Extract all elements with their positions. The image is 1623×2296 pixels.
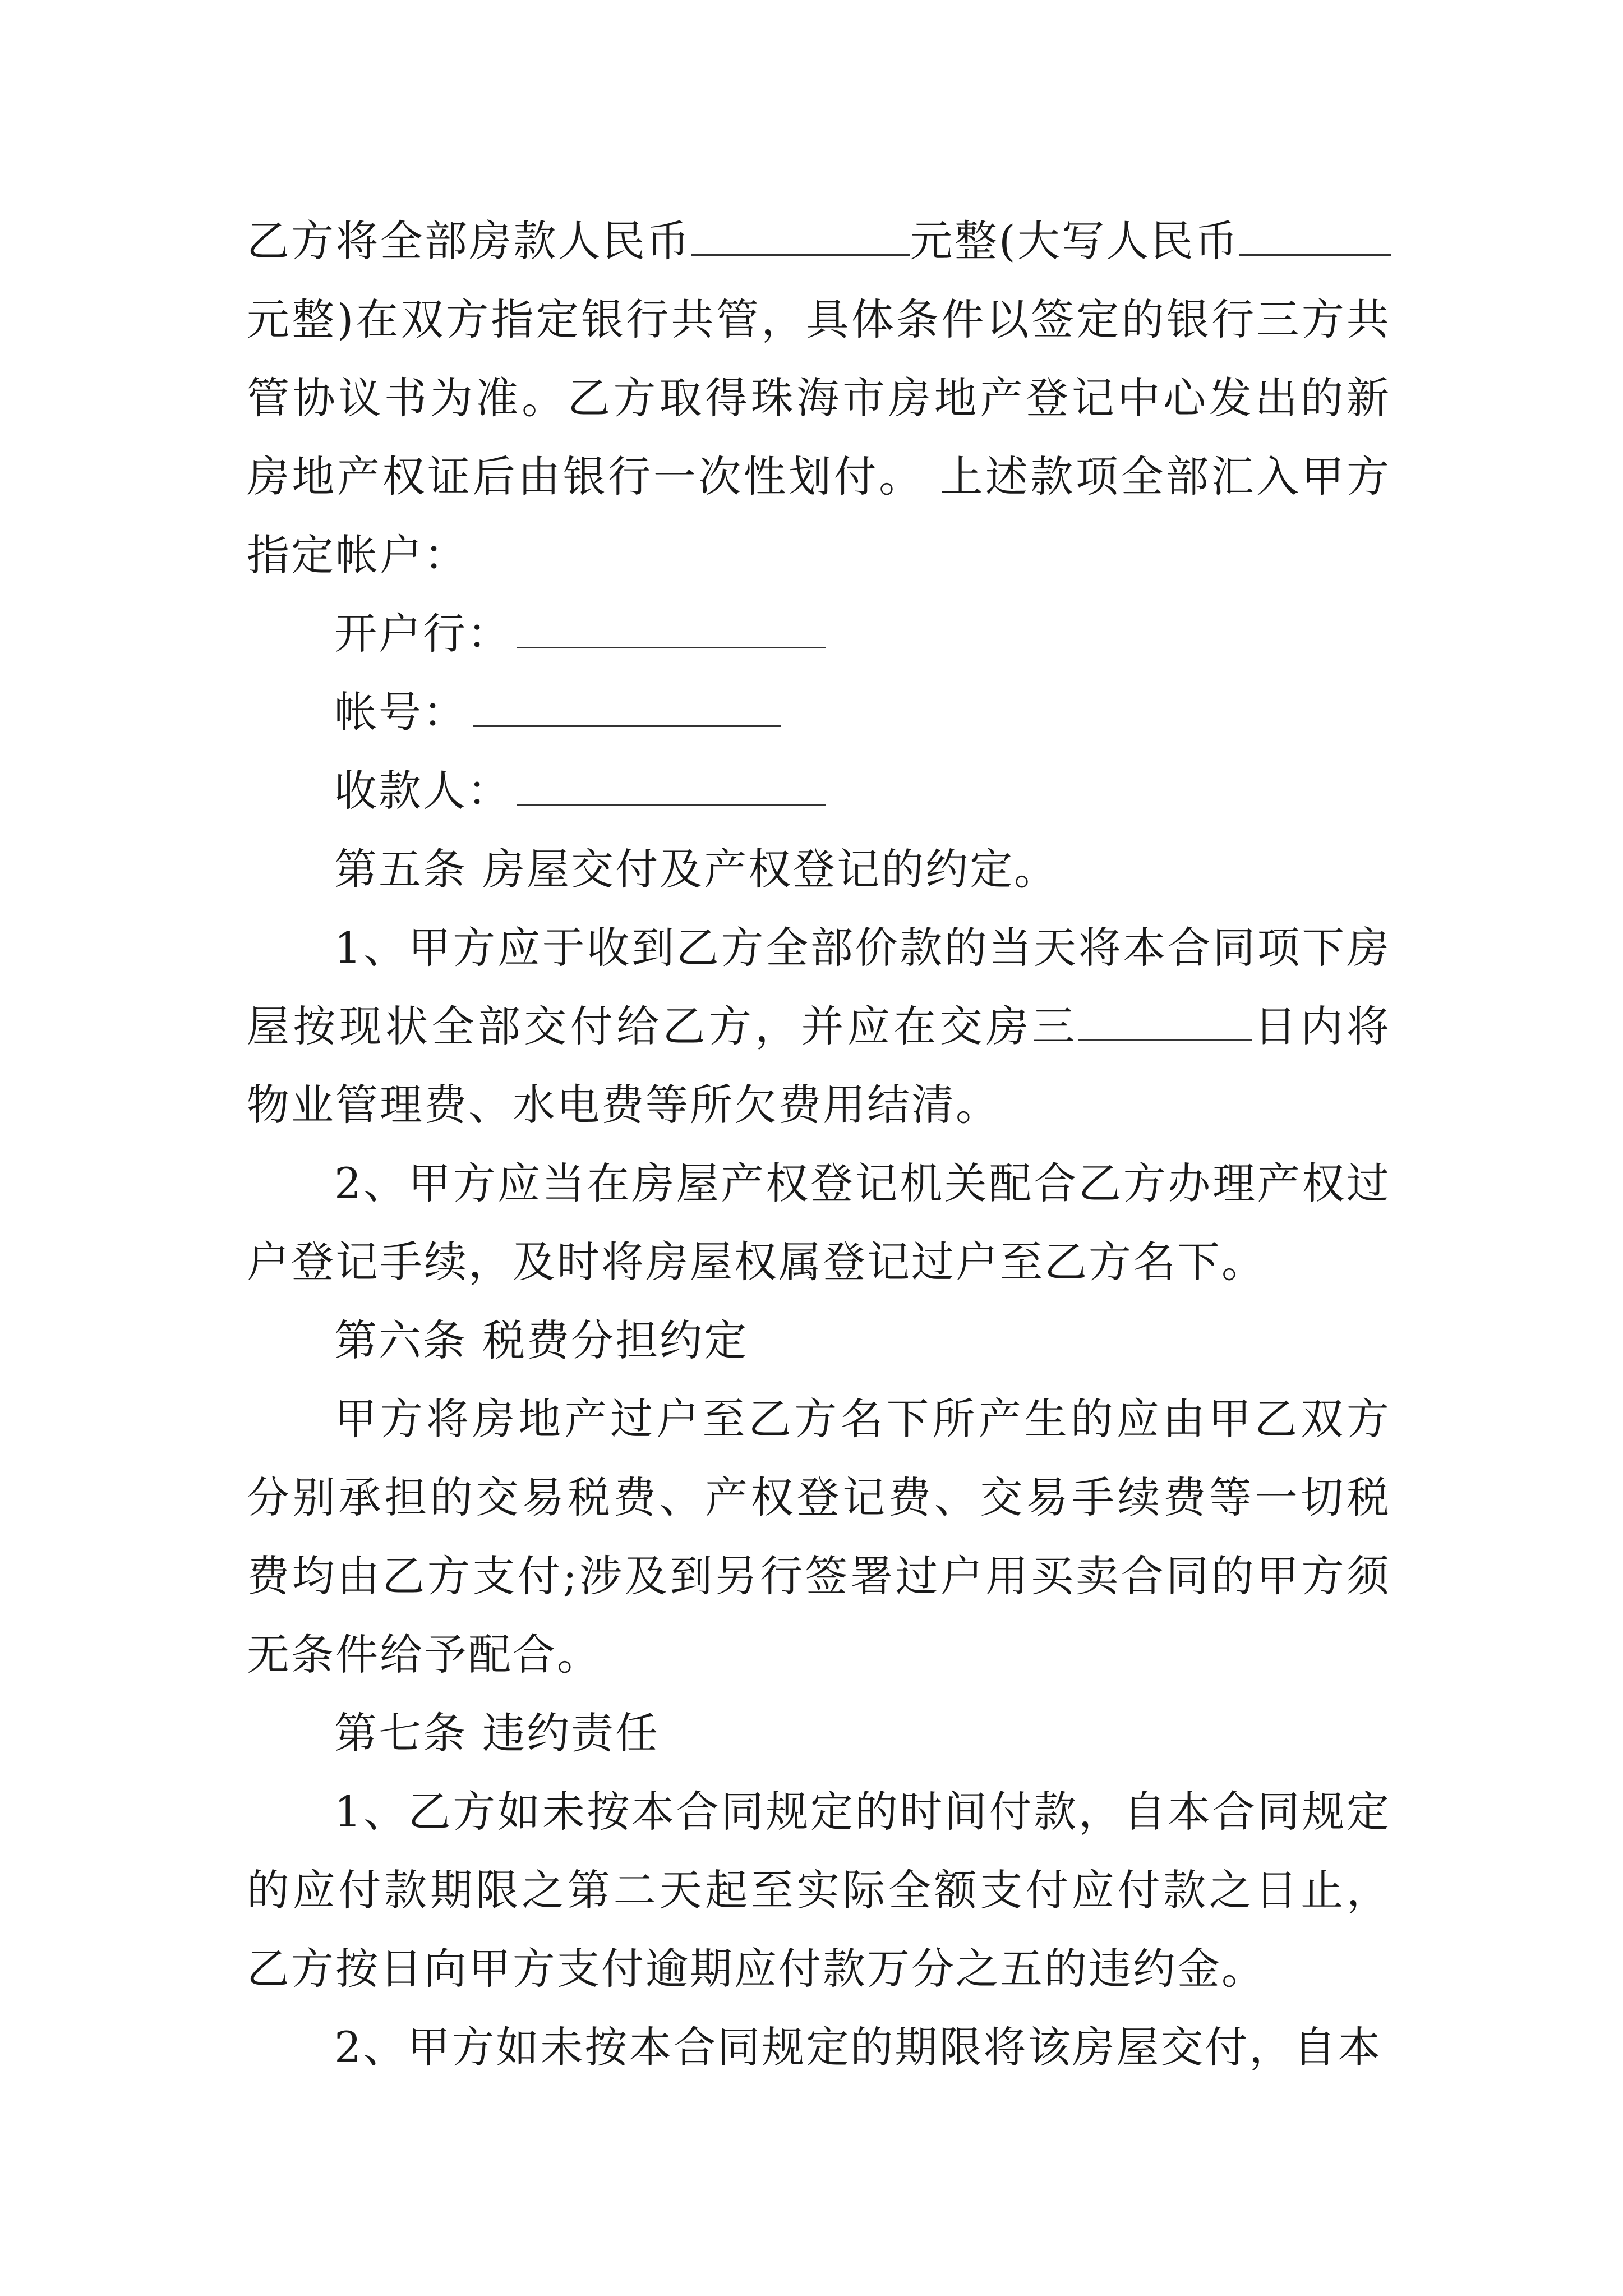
article-7-title: 第七条 违约责任 (334, 1708, 660, 1758)
clause-5-1-text-b: 日内将物业管理费、水电费等所欠费用结清。 (247, 1001, 1391, 1130)
payment-paragraph (247, 202, 1391, 595)
article-7-clause-1: 1、乙方如未按本合同规定的时间付款，自本合同规定的应付款期限之第二天起至实际全额支付应付款之日止，乙方按日向甲方支付逾期应付款万分之五的违约金。 (247, 1787, 1391, 1994)
days-blank (1078, 1000, 1252, 1041)
payee-blank (517, 765, 826, 806)
payment-text-1: 乙方将全部房款人民币 (247, 216, 691, 266)
payment-text-2: 元整(大写人民币 (910, 216, 1240, 266)
account-blank (473, 686, 781, 727)
account-line (247, 673, 1391, 752)
article-5-clause-2: 2、甲方应当在房屋产权登记机关配合乙方办理产权过户登记手续，及时将房屋权属登记过户至乙方名下。 (247, 1158, 1391, 1287)
clause-5-1-text-a: 1、甲方应于收到乙方全部价款的当天将本合同项下房屋按现状全部交付给乙方，并应在交房三 (247, 923, 1391, 1051)
bank-line (247, 595, 1391, 673)
payee-line (247, 752, 1391, 830)
article-6-body: 甲方将房地产过户至乙方名下所产生的应由甲乙双方分别承担的交易税费、产权登记费、交易手续费等一切税费均由乙方支付;涉及到另行签署过户用买卖合同的甲方须无条件给予配合。 (247, 1394, 1391, 1680)
bank-label: 开户行： (334, 609, 511, 659)
payment-text-3: 元整)在双方指定银行共管，具体条件以签定的银行三方共管协议书为准。乙方取得珠海市房地产登记中心发出的新房地产权证后由银行一次性划付。 上述款项全部汇入甲方指定帐户： (247, 295, 1391, 580)
account-label: 帐号： (334, 687, 467, 737)
payee-label: 收款人： (334, 766, 511, 816)
article-6-title: 第六条 税费分担约定 (334, 1315, 749, 1365)
document-page (247, 202, 1391, 2087)
amount-in-words-blank (1239, 215, 1391, 256)
article-5-title: 第五条 房屋交付及产权登记的约定。 (334, 844, 1059, 894)
bank-blank (517, 608, 826, 648)
article-5-clause-1 (247, 909, 1391, 1144)
article-7-clause-2: 2、甲方如未按本合同规定的期限将该房屋交付，自本 (334, 2022, 1382, 2072)
amount-blank (691, 215, 910, 256)
